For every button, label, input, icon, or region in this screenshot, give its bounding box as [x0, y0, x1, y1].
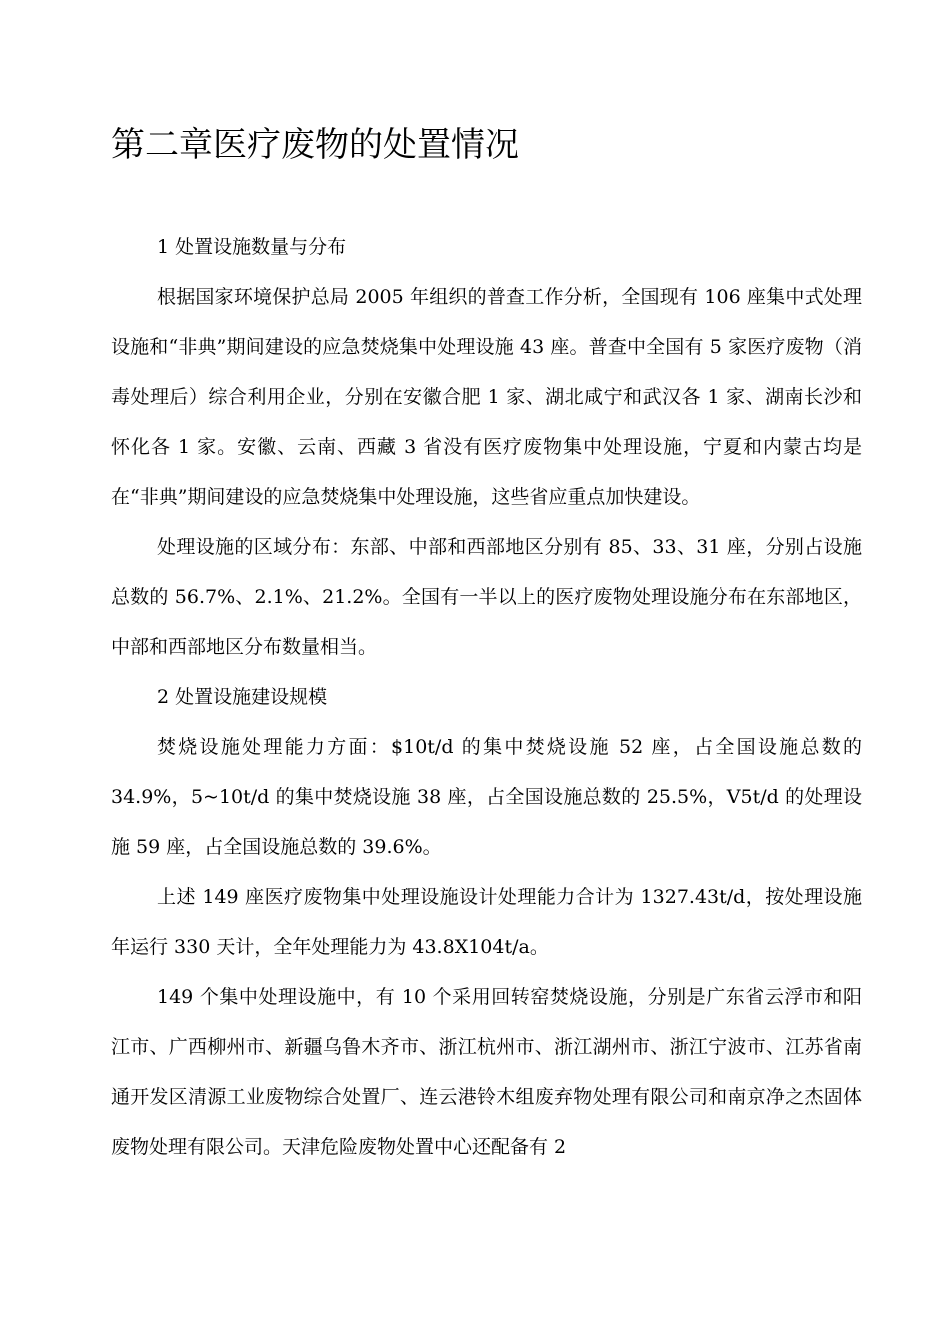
paragraph-regional-distribution: 处理设施的区域分布：东部、中部和西部地区分别有 85、33、31 座，分别占设施总数的 56.7%、2.1%、21.2%。全国有一半以上的医疗废物处理设施分布在东部地区，中部和西部地区分布数量相当。: [111, 536, 862, 658]
paragraph-total-capacity: 上述 149 座医疗废物集中处理设施设计处理能力合计为 1327.43t/d，按处理设施年运行 330 天计，全年处理能力为 43.8X104t/a。: [111, 886, 862, 958]
chapter-title: 第二章医疗废物的处置情况: [111, 125, 519, 165]
section-heading-1: 1 处置设施数量与分布: [157, 236, 347, 258]
section-heading-2: 2 处置设施建设规模: [157, 686, 328, 708]
paragraph-facility-count: 根据国家环境保护总局 2005 年组织的普查工作分析，全国现有 106 座集中式处理设施和“非典”期间建设的应急焚烧集中处理设施 43 座。普查中全国有 5 家医疗废物（消毒处理后）综合利用企业，分别在安徽合肥 1 家、湖北咸宁和武汉各 1 家、湖南长沙和怀化各 1 家。安徽、云南、西藏 3 省没有医疗废物集中处理设施，宁夏和内蒙古均是在“非典”期间建设的应急焚烧集中处理设施，这些省应重点加快建设。: [111, 286, 862, 508]
paragraph-incineration-capacity: 焚烧设施处理能力方面：$10t/d 的集中焚烧设施 52 座，占全国设施总数的 34.9%，5~10t/d 的集中焚烧设施 38 座，占全国设施总数的 25.5%，V5t/d 的处理设施 59 座，占全国设施总数的 39.6%。: [111, 736, 862, 858]
paragraph-rotary-kiln: 149 个集中处理设施中，有 10 个采用回转窑焚烧设施，分别是广东省云浮市和阳江市、广西柳州市、新疆乌鲁木齐市、浙江杭州市、浙江湖州市、浙江宁波市、江苏省南通开发区清源工业废物综合处置厂、连云港铃木组废弃物处理有限公司和南京净之杰固体废物处理有限公司。天津危险废物处置中心还配备有 2: [111, 986, 862, 1158]
